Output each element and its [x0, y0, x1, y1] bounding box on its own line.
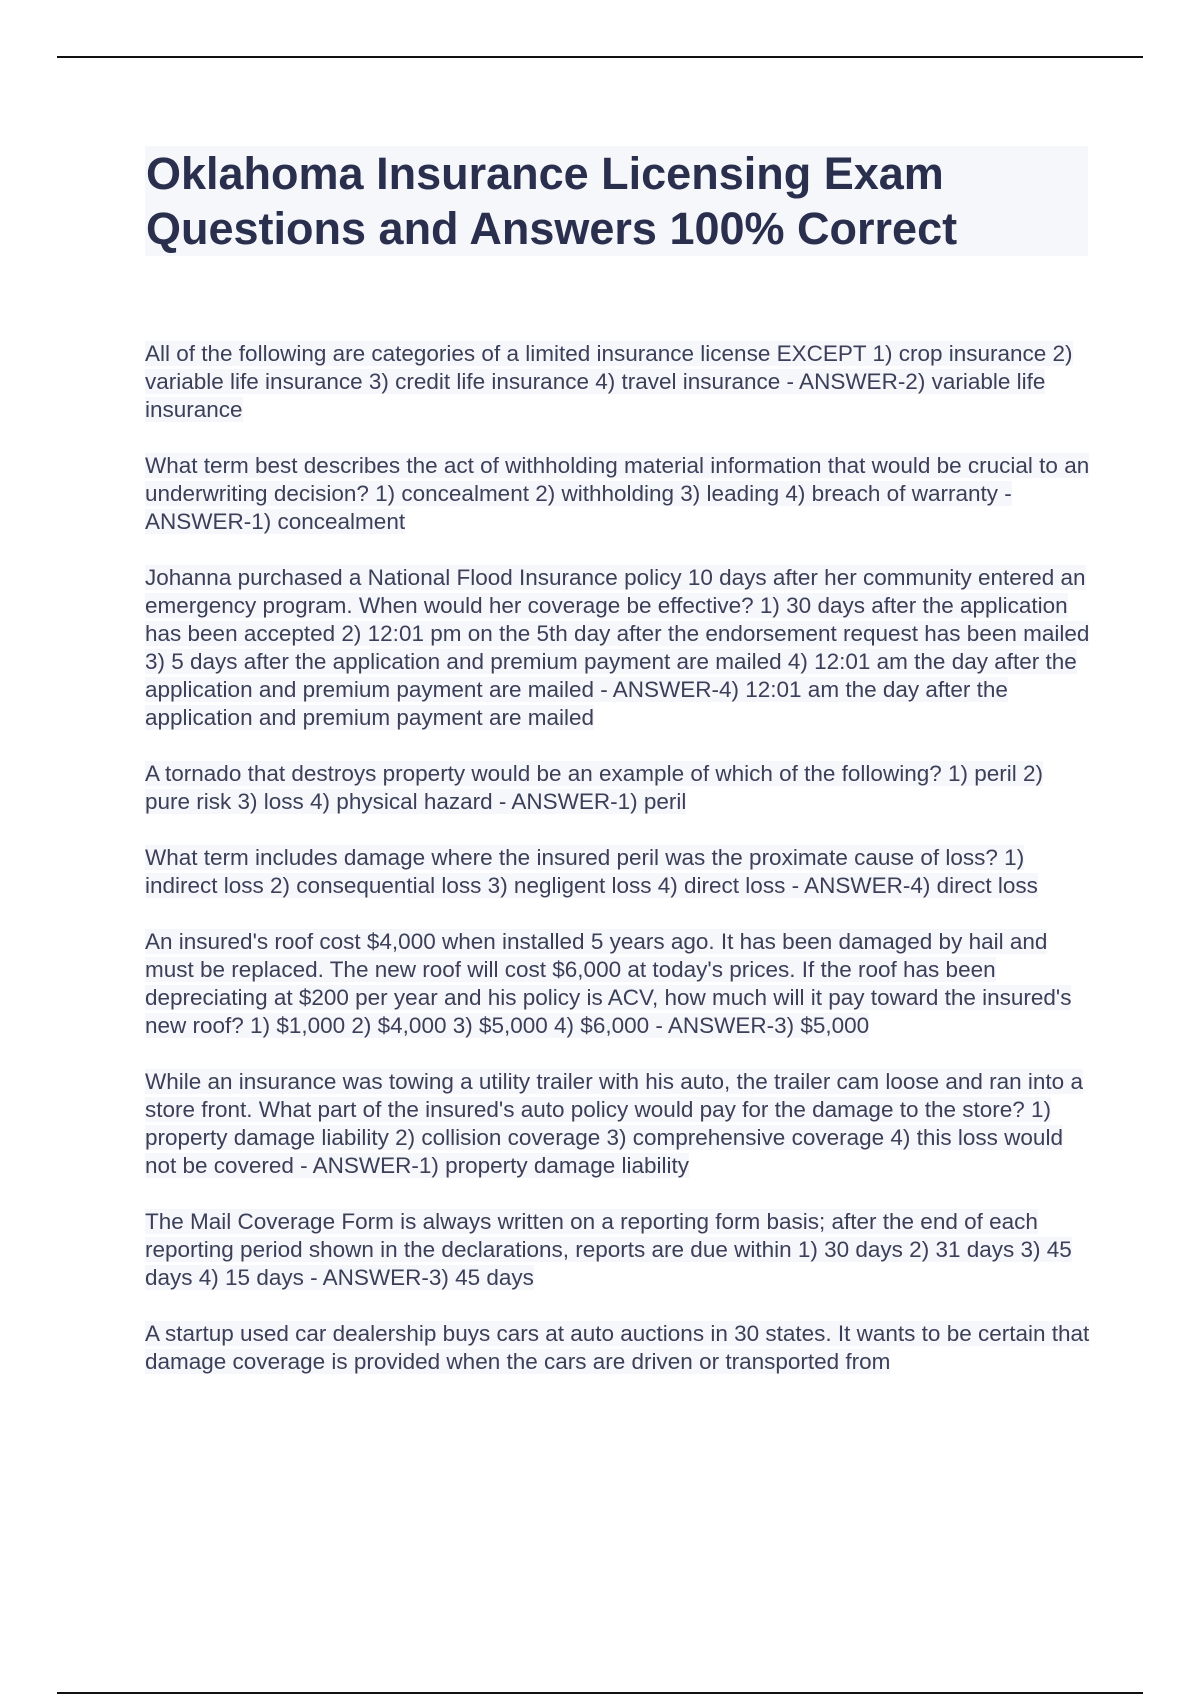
qa-item — [145, 928, 1090, 1040]
qa-text: What term best describes the act of withholding material information that would be crucial to an underwriting decision? 1) concealment 2) withholding 3) leading 4) breach of warranty - ANSWER-1) concealment — [145, 453, 1090, 534]
qa-item — [145, 844, 1090, 900]
qa-text: What term includes damage where the insured peril was the proximate cause of loss? 1) indirect loss 2) consequential loss 3) negligent loss 4) direct loss - ANSWER-4) direct loss — [145, 845, 1038, 898]
qa-item — [145, 340, 1090, 424]
qa-list — [145, 340, 1090, 1404]
qa-item — [145, 1320, 1090, 1376]
title-block — [145, 146, 1088, 256]
qa-text: All of the following are categories of a limited insurance license EXCEPT 1) crop insurance 2) variable life insurance 3) credit life insurance 4) travel insurance - ANSWER-2) variable life insurance — [145, 341, 1073, 422]
qa-item — [145, 564, 1090, 732]
page-title: Oklahoma Insurance Licensing Exam Questions and Answers 100% Correct — [146, 148, 958, 254]
top-rule — [57, 56, 1143, 58]
qa-item — [145, 1068, 1090, 1180]
bottom-rule — [57, 1692, 1143, 1694]
qa-item — [145, 760, 1090, 816]
qa-text: While an insurance was towing a utility trailer with his auto, the trailer cam loose and ran into a store front. What part of the insured's auto policy would pay for the damage to the store? 1) property damage liability 2) collision coverage 3) comprehensive coverage 4) this loss would not be covered - ANSWER-1) property damage liability — [145, 1069, 1083, 1178]
qa-item — [145, 1208, 1090, 1292]
qa-text: Johanna purchased a National Flood Insurance policy 10 days after her community entered an emergency program. When would her coverage be effective? 1) 30 days after the application has been accepted 2) 12:01 pm on the 5th day after the endorsement request has been mailed 3) 5 days after the application and premium payment are mailed 4) 12:01 am the day after the application and premium payment are mailed - ANSWER-4) 12:01 am the day after the application and premium payment are mailed — [145, 565, 1090, 730]
qa-text: An insured's roof cost $4,000 when installed 5 years ago. It has been damaged by hail and must be replaced. The new roof will cost $6,000 at today's prices. If the roof has been depreciating at $200 per year and his policy is ACV, how much will it pay toward the insured's new roof? 1) $1,000 2) $4,000 3) $5,000 4) $6,000 - ANSWER-3) $5,000 — [145, 929, 1072, 1038]
qa-item — [145, 452, 1090, 536]
qa-text: The Mail Coverage Form is always written on a reporting form basis; after the end of each reporting period shown in the declarations, reports are due within 1) 30 days 2) 31 days 3) 45 days 4) 15 days - ANSWER-3) 45 days — [145, 1209, 1072, 1290]
qa-text: A tornado that destroys property would be an example of which of the following? 1) peril 2) pure risk 3) loss 4) physical hazard - ANSWER-1) peril — [145, 761, 1044, 814]
qa-text: A startup used car dealership buys cars at auto auctions in 30 states. It wants to be certain that damage coverage is provided when the cars are driven or transported from — [145, 1321, 1090, 1374]
